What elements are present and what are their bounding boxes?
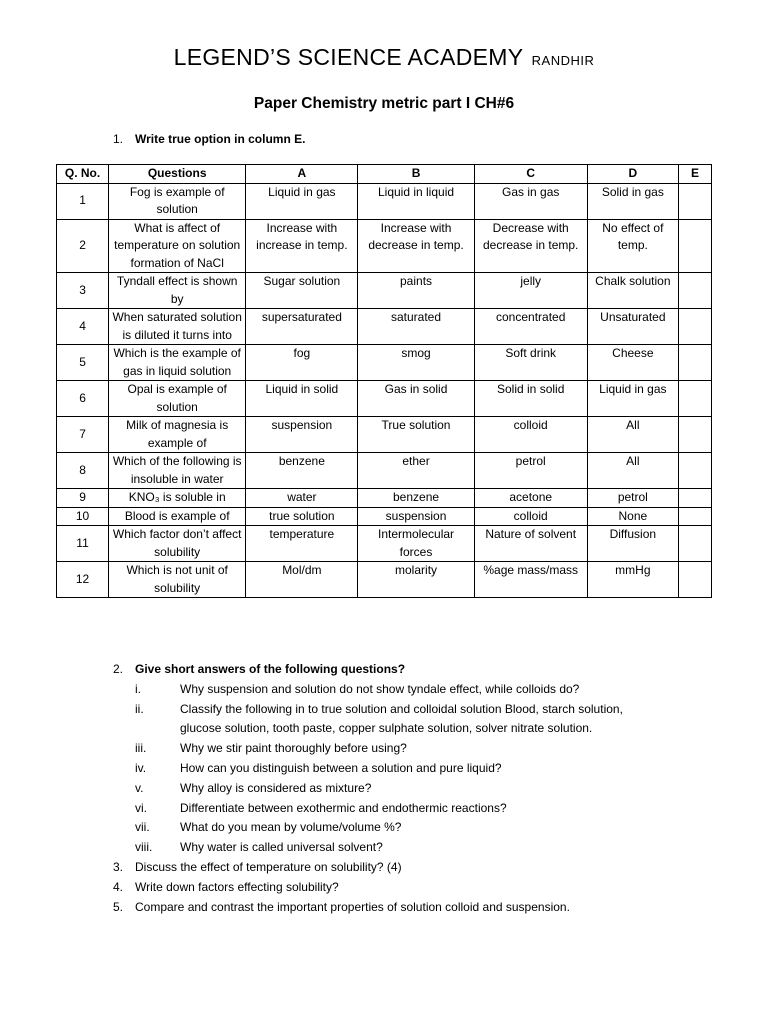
question-1-instruction: [113, 132, 305, 146]
cell-option-a: Mol/dm: [246, 562, 358, 598]
cell-question: Opal is example of solution: [109, 381, 246, 417]
question-text: Write true option in column E.: [135, 132, 306, 146]
table-row: [57, 562, 712, 598]
roman-numeral-text: v.: [135, 780, 144, 795]
cell-qno: 9: [57, 489, 109, 508]
header-c: C: [474, 165, 587, 184]
cell-option-a: benzene: [246, 453, 358, 489]
short-questions-section: [113, 660, 733, 917]
cell-option-c: jelly: [474, 273, 587, 309]
cell-option-c: Solid in solid: [474, 381, 587, 417]
cell-option-a: Increase with increase in temp.: [246, 219, 358, 273]
question-number: 2.: [113, 662, 124, 676]
table-header-row: [57, 165, 712, 184]
header-e: E: [678, 165, 711, 184]
cell-answer-e: [678, 183, 711, 219]
cell-option-b: Liquid in liquid: [358, 183, 474, 219]
short-question-text: How can you distinguish between a solution and pure liquid?: [180, 760, 502, 775]
cell-question: Blood is example of: [109, 507, 246, 526]
short-question-item: [113, 719, 733, 739]
header-d: D: [587, 165, 678, 184]
roman-numeral-text: i.: [135, 681, 141, 696]
cell-answer-e: [678, 273, 711, 309]
cell-option-a: true solution: [246, 507, 358, 526]
short-question-text: Why we stir paint thoroughly before using?: [180, 741, 407, 756]
cell-qno: 5: [57, 345, 109, 381]
cell-option-b: Gas in solid: [358, 381, 474, 417]
cell-qno: 2: [57, 219, 109, 273]
short-question-item: [113, 759, 733, 779]
question-2-heading: [113, 660, 733, 680]
paper-title: Paper Chemistry metric part I CH#6: [253, 95, 515, 112]
short-question-item: [113, 799, 733, 819]
cell-option-b: smog: [358, 345, 474, 381]
cell-option-a: water: [246, 489, 358, 508]
cell-answer-e: [678, 417, 711, 453]
table-row: [57, 309, 712, 345]
question-number: 5.: [113, 899, 124, 914]
question-item: [113, 898, 733, 918]
cell-option-c: %age mass/mass: [474, 562, 587, 598]
cell-option-c: acetone: [474, 489, 587, 508]
cell-option-d: All: [587, 453, 678, 489]
cell-option-c: colloid: [474, 417, 587, 453]
cell-option-d: Unsaturated: [587, 309, 678, 345]
cell-answer-e: [678, 381, 711, 417]
cell-answer-e: [678, 489, 711, 508]
cell-option-d: Chalk solution: [587, 273, 678, 309]
short-question-item: [113, 739, 733, 759]
cell-option-c: concentrated: [474, 309, 587, 345]
cell-answer-e: [678, 507, 711, 526]
cell-qno: 11: [57, 526, 109, 562]
short-question-text: glucose solution, tooth paste, copper sulphate solution, solver nitrate solution.: [180, 721, 593, 736]
short-question-text: Why suspension and solution do not show tyndale effect, while colloids do?: [180, 681, 580, 696]
cell-qno: 1: [57, 183, 109, 219]
cell-option-d: Liquid in gas: [587, 381, 678, 417]
cell-option-c: colloid: [474, 507, 587, 526]
cell-option-b: paints: [358, 273, 474, 309]
header-qno: Q. No.: [57, 165, 109, 184]
cell-option-a: suspension: [246, 417, 358, 453]
cell-qno: 7: [57, 417, 109, 453]
short-question-text: Why alloy is considered as mixture?: [180, 780, 372, 795]
cell-option-a: Liquid in gas: [246, 183, 358, 219]
short-question-item: [113, 779, 733, 799]
cell-option-b: saturated: [358, 309, 474, 345]
cell-option-d: Diffusion: [587, 526, 678, 562]
cell-question: Which is not unit of solubility: [109, 562, 246, 598]
cell-answer-e: [678, 309, 711, 345]
cell-option-a: supersaturated: [246, 309, 358, 345]
cell-answer-e: [678, 453, 711, 489]
cell-option-c: Nature of solvent: [474, 526, 587, 562]
roman-numeral-text: iv.: [135, 760, 147, 775]
roman-numeral-text: vi.: [135, 800, 147, 815]
short-question-text: Classify the following in to true solution and colloidal solution Blood, starch solution,: [180, 701, 623, 716]
cell-question: Fog is example of solution: [109, 183, 246, 219]
table-row: [57, 183, 712, 219]
question-text: Write down factors effecting solubility?: [135, 879, 339, 894]
cell-option-d: Cheese: [587, 345, 678, 381]
cell-question: When saturated solution is diluted it turns into: [109, 309, 246, 345]
cell-answer-e: [678, 345, 711, 381]
roman-numeral-text: viii.: [135, 840, 153, 855]
cell-option-c: Decrease with decrease in temp.: [474, 219, 587, 273]
table-row: [57, 381, 712, 417]
cell-option-b: ether: [358, 453, 474, 489]
short-question-item: [113, 680, 733, 700]
cell-option-b: benzene: [358, 489, 474, 508]
cell-question: Which is the example of gas in liquid solution: [109, 345, 246, 381]
question-number: 1.: [113, 132, 124, 146]
cell-option-b: True solution: [358, 417, 474, 453]
cell-option-d: mmHg: [587, 562, 678, 598]
question-number: 4.: [113, 879, 124, 894]
cell-option-d: Solid in gas: [587, 183, 678, 219]
cell-option-a: Liquid in solid: [246, 381, 358, 417]
cell-question: What is affect of temperature on solution formation of NaCl: [109, 219, 246, 273]
table-row: [57, 526, 712, 562]
cell-option-d: All: [587, 417, 678, 453]
cell-option-c: petrol: [474, 453, 587, 489]
roman-numeral-text: ii.: [135, 701, 144, 716]
question-text: Compare and contrast the important properties of solution colloid and suspension.: [135, 899, 570, 914]
academy-name: LEGEND’S SCIENCE ACADEMY: [173, 44, 523, 70]
cell-option-d: None: [587, 507, 678, 526]
table-row: [57, 507, 712, 526]
table-row: [57, 489, 712, 508]
cell-qno: 4: [57, 309, 109, 345]
cell-option-c: Soft drink: [474, 345, 587, 381]
cell-question: Tyndall effect is shown by: [109, 273, 246, 309]
cell-question: Which of the following is insoluble in water: [109, 453, 246, 489]
cell-qno: 3: [57, 273, 109, 309]
cell-qno: 10: [57, 507, 109, 526]
cell-option-b: Increase with decrease in temp.: [358, 219, 474, 273]
cell-qno: 12: [57, 562, 109, 598]
cell-option-b: molarity: [358, 562, 474, 598]
cell-answer-e: [678, 562, 711, 598]
cell-answer-e: [678, 219, 711, 273]
header-a: A: [246, 165, 358, 184]
cell-option-a: Sugar solution: [246, 273, 358, 309]
cell-question: Which factor don’t affect solubility: [109, 526, 246, 562]
cell-option-a: temperature: [246, 526, 358, 562]
short-question-text: Why water is called universal solvent?: [180, 840, 383, 855]
roman-numeral-text: iii.: [135, 741, 147, 756]
table-row: [57, 345, 712, 381]
question-text: Discuss the effect of temperature on solubility? (4): [135, 859, 402, 874]
cell-option-d: petrol: [587, 489, 678, 508]
table-row: [57, 219, 712, 273]
question-number: 3.: [113, 859, 124, 874]
cell-option-b: suspension: [358, 507, 474, 526]
table-row: [57, 453, 712, 489]
short-question-text: Differentiate between exothermic and endothermic reactions?: [180, 800, 507, 815]
cell-question: KNO₃ is soluble in: [109, 489, 246, 508]
academy-title: [0, 44, 768, 71]
teacher-name: RANDHIR: [531, 53, 595, 68]
table-row: [57, 417, 712, 453]
cell-option-c: Gas in gas: [474, 183, 587, 219]
question-item: [113, 878, 733, 898]
roman-numeral-text: vii.: [135, 820, 150, 835]
short-question-text: What do you mean by volume/volume %?: [180, 820, 402, 835]
short-question-item: [113, 838, 733, 858]
cell-option-a: fog: [246, 345, 358, 381]
short-question-item: [113, 700, 733, 720]
mcq-table: [56, 164, 712, 598]
short-question-item: [113, 818, 733, 838]
header-b: B: [358, 165, 474, 184]
cell-question: Milk of magnesia is example of: [109, 417, 246, 453]
cell-option-d: No effect of temp.: [587, 219, 678, 273]
table-row: [57, 273, 712, 309]
cell-option-b: Intermolecular forces: [358, 526, 474, 562]
cell-answer-e: [678, 526, 711, 562]
question-item: [113, 858, 733, 878]
question-text: Give short answers of the following questions?: [135, 662, 406, 676]
header-questions: Questions: [109, 165, 246, 184]
cell-qno: 6: [57, 381, 109, 417]
cell-qno: 8: [57, 453, 109, 489]
